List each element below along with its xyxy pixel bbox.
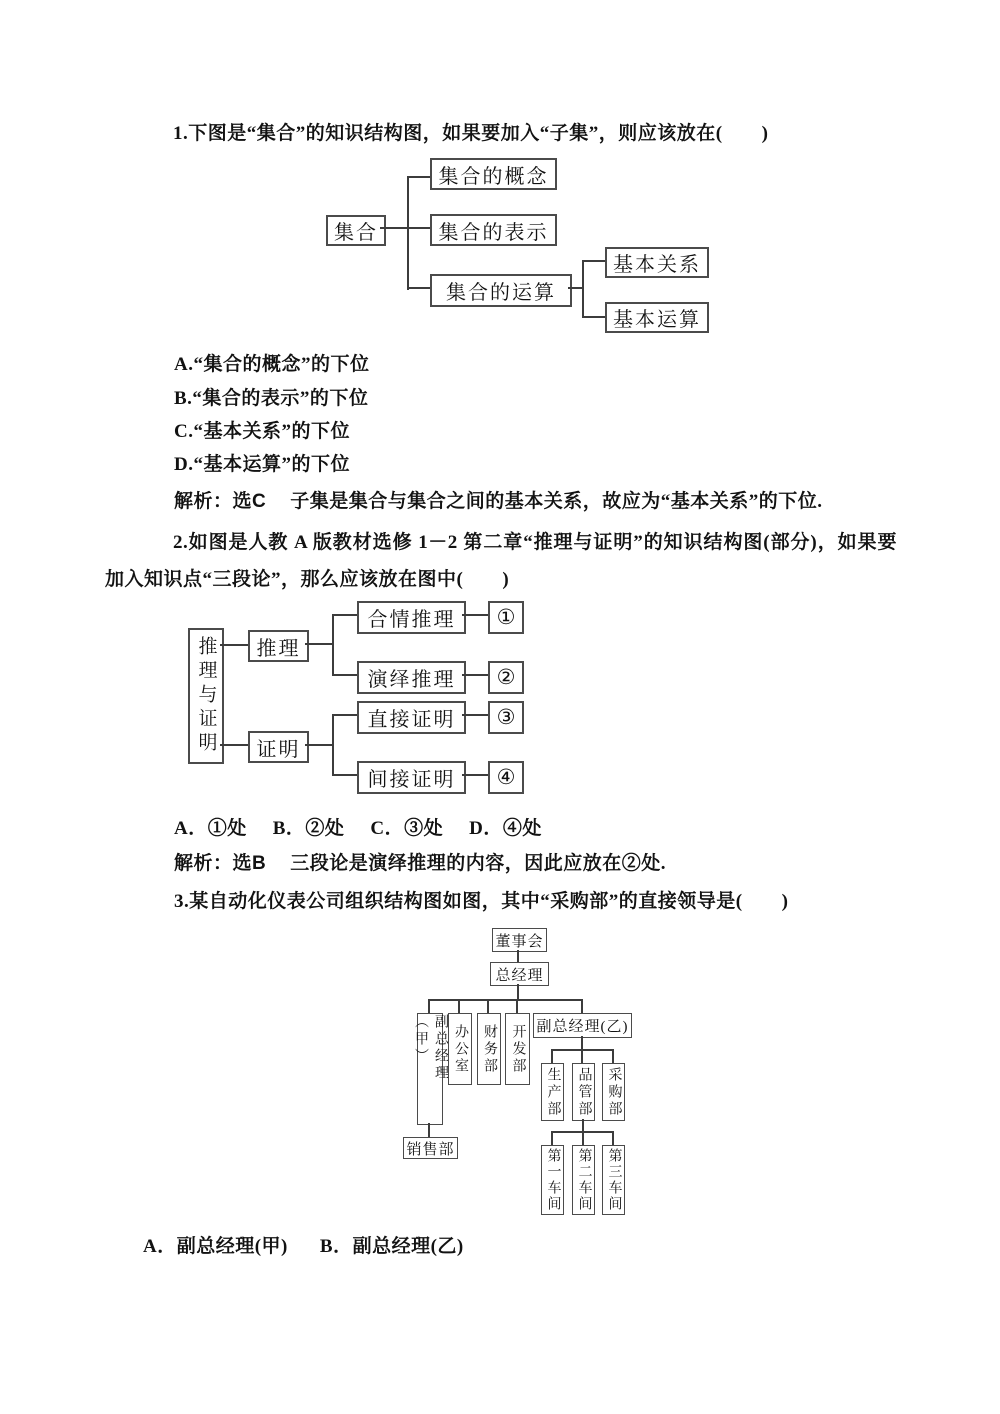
connector-line — [581, 1049, 583, 1063]
connector-line — [333, 614, 357, 616]
connector-line — [333, 714, 357, 716]
node-mark-1: ① — [488, 601, 524, 634]
node-basic-relations: 基本关系 — [605, 247, 709, 278]
connector-line — [332, 614, 334, 676]
node-board: 董事会 — [492, 928, 547, 952]
q1-analysis — [174, 486, 823, 513]
connector-line — [487, 999, 489, 1013]
node-development-dept: 开发部 — [505, 1013, 530, 1085]
node-set-operations: 集合的运算 — [430, 274, 572, 307]
connector-line — [462, 674, 488, 676]
node-mark-2: ② — [488, 661, 524, 694]
q2-analysis-text: 三段论是演绎推理的内容，因此应放在②处. — [290, 853, 666, 874]
q3-org-chart — [395, 925, 655, 1217]
q1-option-d: D.“基本运算”的下位 — [174, 454, 350, 475]
q2-question: 2.如图是人教 A 版教材选修 1－2 第二章“推理与证明”的知识结构图(部分)，如果要加入知识点“三段论”，那么应该放在图中( ) — [105, 532, 897, 590]
node-production-dept: 生产部 — [541, 1063, 564, 1121]
q3-option-b: B．副总经理(乙) — [319, 1236, 464, 1257]
connector-line — [305, 643, 334, 645]
connector-line — [583, 260, 605, 262]
node-direct-proof: 直接证明 — [357, 701, 466, 734]
connector-line — [220, 744, 248, 746]
node-workshop-2: 第二车间 — [572, 1145, 595, 1215]
q2-options — [174, 813, 568, 840]
connector-line — [305, 744, 334, 746]
connector-line — [581, 999, 583, 1013]
connector-line — [333, 774, 357, 776]
node-quality-dept: 品管部 — [572, 1063, 595, 1121]
q1-analysis-text: 子集是集合与集合之间的基本关系，故应为“基本关系”的下位. — [290, 491, 823, 512]
connector-line — [428, 999, 582, 1001]
node-sales-dept: 销售部 — [403, 1137, 458, 1159]
q2-diagram — [185, 598, 537, 798]
connector-line — [517, 950, 519, 962]
connector-line — [333, 674, 357, 676]
q2-option-a: A．①处 — [174, 818, 247, 839]
node-set: 集合 — [326, 215, 386, 246]
q1-question: 1.下图是“集合”的知识结构图，如果要加入“子集”，则应该放在( ) — [173, 123, 769, 144]
q3-question: 3.某自动化仪表公司组织结构图如图，其中“采购部”的直接领导是( ) — [174, 891, 789, 912]
q1-analysis-label: 解析：选C — [174, 491, 267, 512]
q1-diagram — [320, 155, 720, 340]
node-reasoning-and-proof: 推理与证明 — [188, 628, 224, 764]
connector-line — [462, 614, 488, 616]
node-indirect-proof: 间接证明 — [357, 761, 466, 794]
node-mark-4: ④ — [488, 761, 524, 794]
connector-line — [551, 1049, 553, 1063]
connector-line — [428, 999, 430, 1013]
q1-option-b: B.“集合的表示”的下位 — [174, 388, 369, 409]
q1-option-a: A.“集合的概念”的下位 — [174, 354, 370, 375]
node-set-concept: 集合的概念 — [430, 158, 557, 190]
connector-line — [220, 644, 248, 646]
connector-line — [332, 714, 334, 776]
node-mark-3: ③ — [488, 701, 524, 734]
node-deductive-reasoning: 演绎推理 — [357, 661, 466, 694]
node-proof: 证明 — [248, 731, 309, 763]
node-office: 办公室 — [448, 1013, 472, 1085]
connector-line — [582, 260, 584, 318]
q1-option-c: C.“基本关系”的下位 — [174, 421, 350, 442]
q2-option-c: C．③处 — [370, 818, 444, 839]
connector-line — [612, 1131, 614, 1145]
node-workshop-3: 第三车间 — [602, 1145, 625, 1215]
node-purchasing-dept: 采购部 — [602, 1063, 625, 1121]
connector-line — [517, 984, 519, 1000]
node-workshop-1: 第一车间 — [541, 1145, 564, 1215]
connector-line — [612, 1049, 614, 1063]
connector-line — [380, 227, 430, 229]
node-plausible-reasoning: 合情推理 — [357, 601, 466, 634]
node-basic-operations: 基本运算 — [605, 302, 709, 333]
connector-line — [583, 316, 605, 318]
q2-option-d: D．④处 — [469, 818, 542, 839]
connector-line — [462, 714, 488, 716]
connector-line — [458, 999, 460, 1013]
q2-option-b: B．②处 — [272, 818, 345, 839]
node-vp-b: 副总经理(乙) — [533, 1013, 632, 1038]
connector-line — [408, 287, 430, 289]
node-reasoning: 推理 — [248, 630, 309, 662]
connector-line — [516, 999, 518, 1013]
connector-line — [462, 774, 488, 776]
node-set-representation: 集合的表示 — [430, 214, 557, 246]
connector-line — [581, 1036, 583, 1050]
q2-analysis-label: 解析：选B — [174, 853, 267, 874]
connector-line — [408, 176, 430, 178]
connector-line — [428, 1123, 430, 1137]
node-general-manager: 总经理 — [490, 962, 549, 986]
node-vp-a: 副总经理（甲） — [417, 1013, 443, 1125]
q3-options — [143, 1231, 490, 1258]
q2-analysis — [174, 848, 666, 875]
connector-line — [582, 1131, 584, 1145]
connector-line — [407, 176, 409, 290]
connector-line — [551, 1131, 553, 1145]
q3-option-a: A．副总经理(甲) — [143, 1236, 288, 1257]
node-finance-dept: 财务部 — [477, 1013, 501, 1085]
